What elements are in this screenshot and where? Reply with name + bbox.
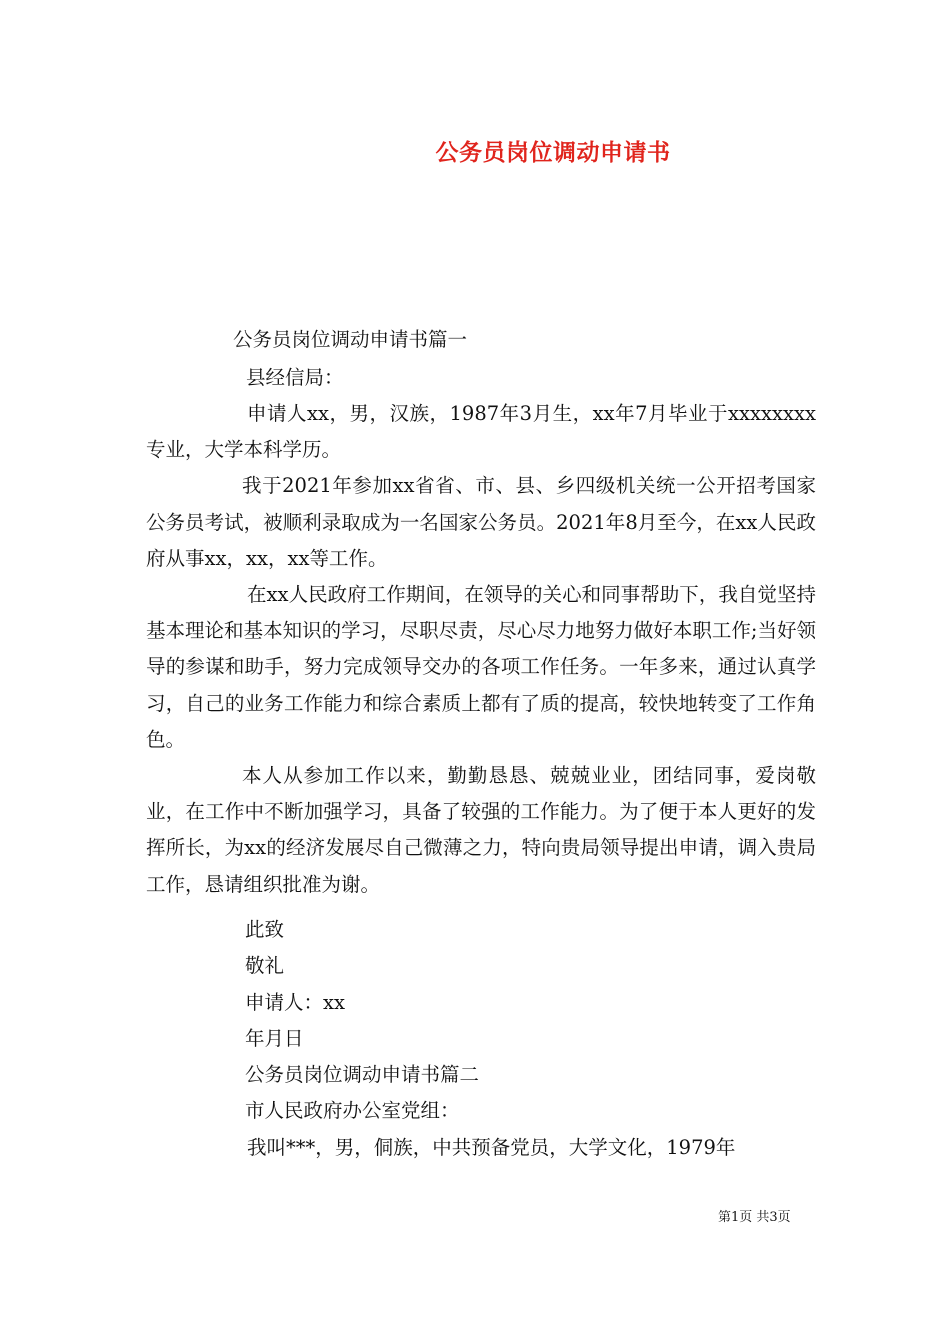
body-block — [146, 396, 816, 903]
recipient-1: 县经信局： — [246, 366, 344, 389]
paragraph-3: 在xx人民政府工作期间，在领导的关心和同事帮助下，我自觉坚持基本理论和基本知识的学习，尽职尽责，尽心尽力地努力做好本职工作;当好领导的参谋和助手，努力完成领导交办的各项工作任务。一年多来，通过认真学习，自己的业务工作能力和综合素质上都有了质的提高，较快地转变了工作角色。 — [146, 583, 816, 751]
page-footer: 第1页 共3页 — [718, 1210, 791, 1225]
recipient-2: 市人民政府办公室党组： — [245, 1099, 460, 1122]
section2-heading: 公务员岗位调动申请书篇二 — [245, 1063, 480, 1086]
paragraph-5-start: 我叫***，男，侗族，中共预备党员，大学文化，1979年 — [247, 1136, 736, 1159]
section1-heading: 公务员岗位调动申请书篇一 — [233, 328, 468, 351]
document-title: 公务员岗位调动申请书 — [435, 140, 671, 166]
applicant-signature: 申请人：xx — [245, 991, 345, 1014]
paragraph-1: 申请人xx，男，汉族，1987年3月生，xx年7月毕业于xxxxxxxx专业，大学本科学历。 — [146, 402, 816, 462]
paragraph-2: 我于2021年参加xx省省、市、县、乡四级机关统一公开招考国家公务员考试，被顺利录取成为一名国家公务员。2021年8月至今，在xx人民政府从事xx，xx，xx等工作。 — [146, 474, 816, 570]
closing-salutation: 此致 — [245, 918, 285, 941]
closing-regards: 敬礼 — [245, 954, 285, 977]
paragraph-4: 本人从参加工作以来，勤勤恳恳、兢兢业业，团结同事，爱岗敬业，在工作中不断加强学习，具备了较强的工作能力。为了便于本人更好的发挥所长，为xx的经济发展尽自己微薄之力，特向贵局领导提出申请，调入贵局工作，恳请组织批准为谢。 — [146, 764, 816, 896]
date-line: 年月日 — [245, 1027, 304, 1050]
